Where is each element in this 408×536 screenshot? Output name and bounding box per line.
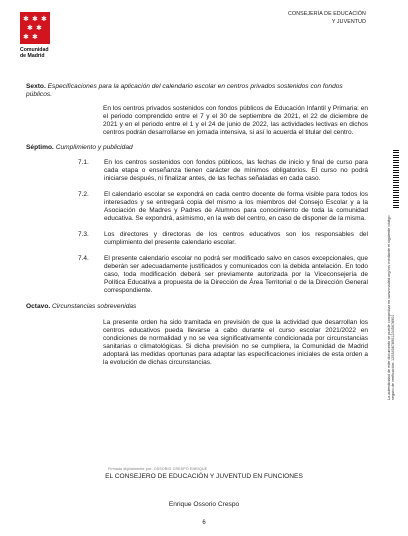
department-line1: CONSEJERÍA DE EDUCACIÓN	[288, 11, 366, 17]
logo-text-line1: Comunidad	[20, 47, 49, 53]
section-septimo-heading: Cumplimiento y publicidad	[55, 144, 133, 151]
item-number: 7.2.	[78, 191, 89, 198]
section-sexto-heading: Especificaciones para la aplicación del calendario escolar en centros privados sostenidos con fondos públicos.	[26, 83, 343, 98]
department-header	[288, 11, 366, 26]
flag-stars-icon: ✱ ✱ ✱ ✱ ✱ ✱ ✱	[20, 12, 50, 44]
section-sexto-body: En los centros privados sostenidos con fondos públicos de Educación Infantil y Primaria: en el periodo comprendido entre el 7 y el 30 de septiembre de 2021, el 22 de diciembre de 2021 y en el periodo entre el 1 y el 24 de junio de 2022, las actividades lectivas en dichos centros podrán desarrollarse en jornada intensiva, si así lo acuerda el titular del centro.	[103, 105, 368, 136]
signature-name: Enrique Ossorio Crespo	[168, 501, 240, 508]
page-number: 6	[202, 520, 206, 526]
item-number: 7.3.	[78, 231, 89, 238]
comunidad-de-madrid-logo	[20, 12, 60, 59]
list-item	[78, 159, 368, 183]
section-octavo-label: Octavo.	[26, 303, 51, 310]
item-text: Los directores y directoras de los centros educativos son los responsables del cumplimiento del presente calendario escolar.	[104, 231, 368, 246]
item-number: 7.1.	[78, 159, 89, 166]
item-text: El presente calendario escolar no podrá ser modificado salvo en casos excepcionales, que deberán ser adecuadamente justificados y comunicados con la debida antelación. En todo caso, toda modificación deberá ser previamente autorizada por la Viceconsejería de Política Educativa a propuesta de la Dirección de Área Territorial o de la Dirección General correspondiente.	[104, 255, 368, 294]
logo-text-line2: de Madrid	[20, 53, 45, 59]
verification-note	[383, 212, 405, 402]
list-item	[78, 191, 368, 223]
verification-note-text: La autenticidad de este documento se puede comprobar en www.madrid.org/csv mediante el siguiente código seguro de verificación: 1253456789012345678901	[387, 215, 396, 400]
section-septimo-title	[26, 144, 368, 152]
department-line2: Y JUVENTUD	[331, 18, 366, 25]
logo-text	[20, 47, 60, 59]
document-body	[26, 83, 368, 367]
list-item	[78, 255, 368, 295]
section-sexto-title	[26, 83, 368, 99]
section-septimo-label: Séptimo.	[26, 144, 54, 151]
list-item	[78, 231, 368, 247]
section-sexto-label: Sexto.	[26, 83, 46, 90]
section-octavo-heading: Circunstancias sobrevenidas	[52, 303, 137, 310]
barcode-icon	[393, 150, 399, 210]
item-text: En los centros sostenidos con fondos públicos, las fechas de inicio y final de curso para cada etapa o enseñanza tienen carácter de mínimos obligatorios. El curso no podrá iniciarse después, ni finalizar antes, de las fechas señaladas en cada caso.	[104, 159, 368, 182]
section-octavo-body: La presente orden ha sido tramitada en previsión de que la actividad que desarrollan los centros educativos pueda llevarse a cabo durante el curso escolar 2021/2022 en condiciones de normalidad y no se vea significativamente condicionada por circunstancias sanitarias o climatológicas. Si dicha previsión no se cumpliera, la Comunidad de Madrid adoptará las medidas oportunas para adaptar las especificaciones iniciales de esta orden a la evolución de dichas circunstancias.	[103, 319, 368, 366]
item-text: El calendario escolar se expondrá en cada centro docente de forma visible para todos los interesados y se entregará copia del mismo a los miembros del Consejo Escolar y a la Asociación de Madres y Padres de Alumnos para conocimiento de toda la comunidad educativa. Se expondrá, asimismo, en la web del centro, en caso de disponer de la misma.	[104, 191, 368, 222]
digital-signature-stamp: Firmado digitalmente por: OSSORIO CRESPO ENRIQUE	[108, 467, 208, 471]
signature-title: EL CONSEJERO DE EDUCACIÓN Y JUVENTUD EN FUNCIONES	[105, 473, 303, 480]
section-octavo-title	[26, 303, 368, 311]
item-number: 7.4.	[78, 255, 89, 262]
